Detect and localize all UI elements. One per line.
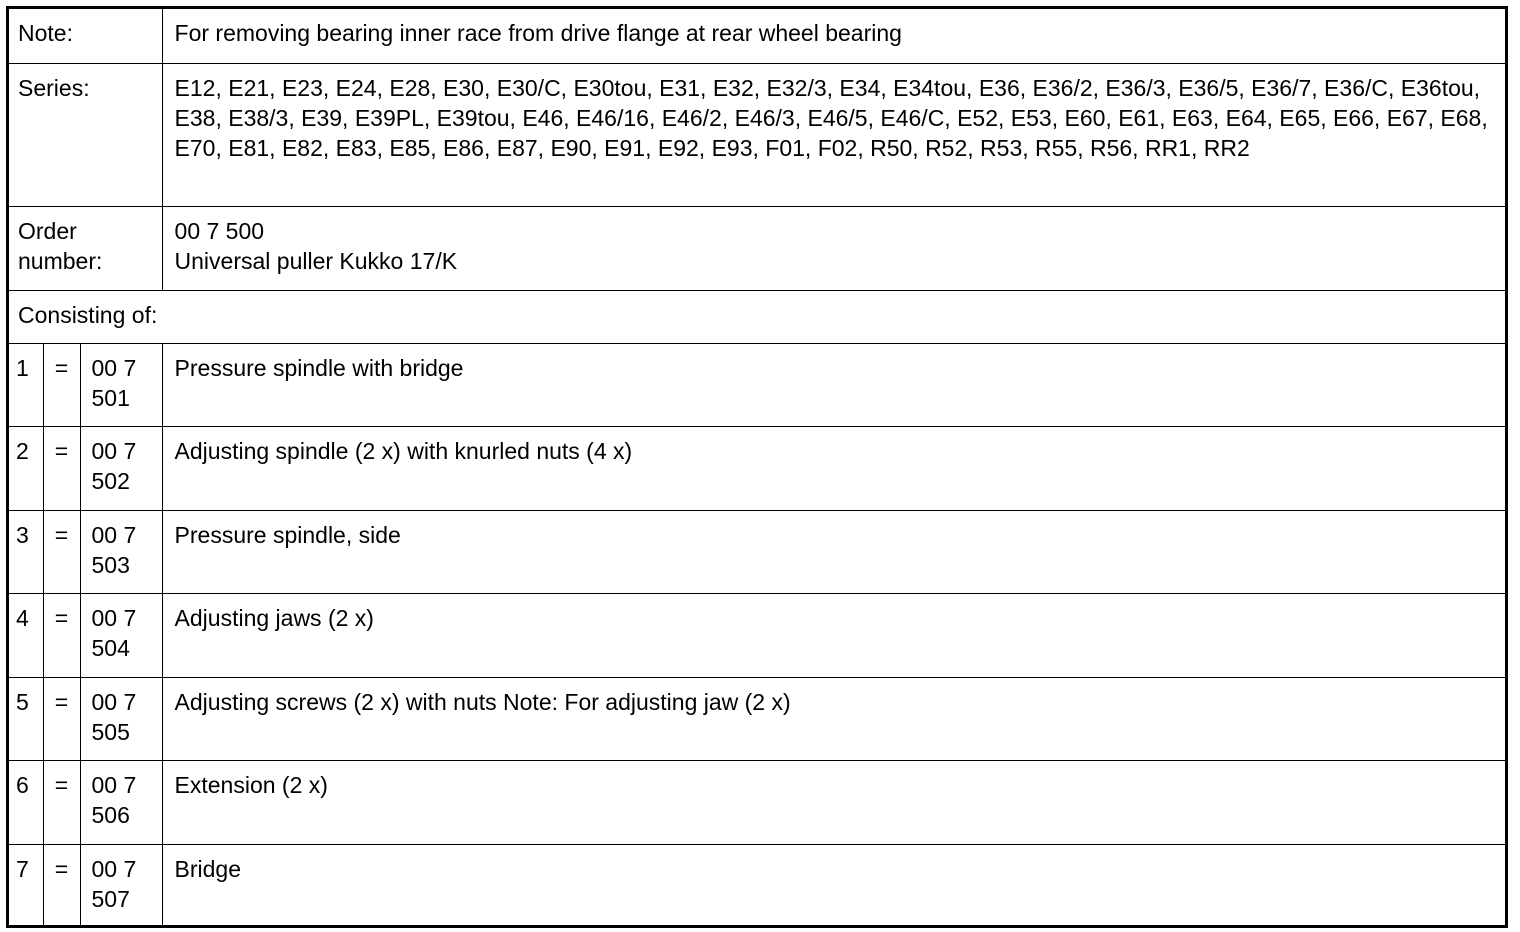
series-row xyxy=(9,63,1505,206)
consisting-label: Consisting of: xyxy=(9,290,1505,343)
item-code: 00 7 502 xyxy=(80,427,162,511)
item-description: Adjusting screws (2 x) with nuts Note: For adjusting jaw (2 x) xyxy=(162,677,1505,761)
item-description: Adjusting spindle (2 x) with knurled nuts (4 x) xyxy=(162,427,1505,511)
item-number: 5 xyxy=(9,677,43,761)
item-description: Adjusting jaws (2 x) xyxy=(162,594,1505,678)
item-code: 00 7 501 xyxy=(80,343,162,427)
item-equals: = xyxy=(43,677,80,761)
table-row xyxy=(9,343,1505,427)
item-description: Extension (2 x) xyxy=(162,761,1505,845)
tool-spec-sheet xyxy=(6,6,1508,928)
table-row xyxy=(9,510,1505,594)
item-equals: = xyxy=(43,343,80,427)
item-number: 2 xyxy=(9,427,43,511)
table-row xyxy=(9,761,1505,845)
item-number: 6 xyxy=(9,761,43,845)
item-equals: = xyxy=(43,510,80,594)
table-row xyxy=(9,844,1505,928)
note-value: For removing bearing inner race from drive flange at rear wheel bearing xyxy=(162,9,1505,63)
order-value xyxy=(162,206,1505,290)
item-description: Pressure spindle with bridge xyxy=(162,343,1505,427)
item-equals: = xyxy=(43,427,80,511)
note-label: Note: xyxy=(9,9,162,63)
item-number: 3 xyxy=(9,510,43,594)
order-name: Universal puller Kukko 17/K xyxy=(174,247,458,274)
table-row xyxy=(9,677,1505,761)
order-row xyxy=(9,206,1505,290)
series-label: Series: xyxy=(9,63,162,206)
order-number: 00 7 500 xyxy=(174,217,265,244)
item-description: Bridge xyxy=(162,844,1505,928)
item-equals: = xyxy=(43,844,80,928)
item-equals: = xyxy=(43,594,80,678)
table-row xyxy=(9,594,1505,678)
series-value: E12, E21, E23, E24, E28, E30, E30/C, E30tou, E31, E32, E32/3, E34, E34tou, E36, E36/2, E36/3, E36/5, E36/7, E36/C, E36tou, E38, E38/3, E39, E39PL, E39tou, E46, E46/16, E46/2, E46/3, E46/5, E46/C, E52, E53, E60, E61, E63, E64, E65, E66, E67, E68, E70, E81, E82, E83, E85, E86, E87, E90, E91, E92, E93, F01, F02, R50, R52, R53, R55, R56, RR1, RR2 xyxy=(162,63,1505,206)
item-number: 4 xyxy=(9,594,43,678)
order-label: Order number: xyxy=(9,206,162,290)
item-code: 00 7 504 xyxy=(80,594,162,678)
table-row xyxy=(9,427,1505,511)
tool-spec-table xyxy=(9,9,1505,928)
item-number: 7 xyxy=(9,844,43,928)
note-row xyxy=(9,9,1505,63)
item-code: 00 7 506 xyxy=(80,761,162,845)
item-description: Pressure spindle, side xyxy=(162,510,1505,594)
item-equals: = xyxy=(43,761,80,845)
item-number: 1 xyxy=(9,343,43,427)
item-code: 00 7 507 xyxy=(80,844,162,928)
consisting-row xyxy=(9,290,1505,343)
item-code: 00 7 503 xyxy=(80,510,162,594)
item-code: 00 7 505 xyxy=(80,677,162,761)
